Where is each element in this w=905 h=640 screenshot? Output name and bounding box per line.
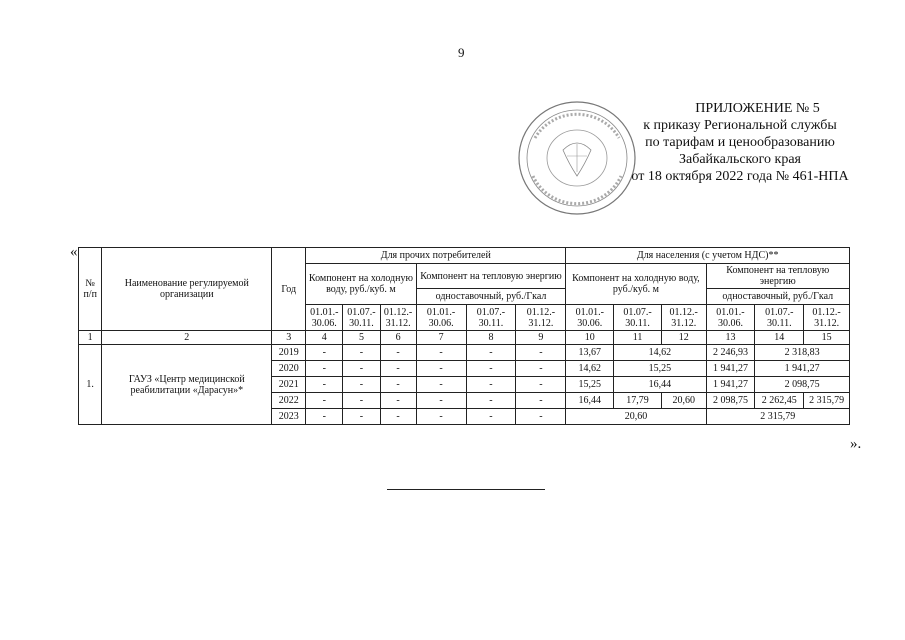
dash-cell: - xyxy=(416,393,466,409)
row-number: 1. xyxy=(79,345,102,425)
dash-cell: - xyxy=(416,361,466,377)
dash-cell: - xyxy=(306,409,343,425)
year-cell: 2019 xyxy=(272,345,306,361)
year-cell: 2022 xyxy=(272,393,306,409)
header-cold-water: Компонент на холодную воду, руб./куб. м xyxy=(306,264,416,305)
thermal-value: 2 315,79 xyxy=(804,393,850,409)
period-cell: 01.07.- 30.11. xyxy=(614,305,662,331)
header-thermal: Компонент на тепловую энергию xyxy=(416,264,566,289)
column-number: 5 xyxy=(343,331,380,345)
dash-cell: - xyxy=(466,345,516,361)
appendix-line: по тарифам и ценообразованию xyxy=(645,135,835,150)
column-number: 3 xyxy=(272,331,306,345)
column-number: 11 xyxy=(614,331,662,345)
column-number: 6 xyxy=(380,331,416,345)
organization-name: ГАУЗ «Центр медицинской реабилитации «Дарасун»* xyxy=(102,345,272,425)
appendix-line: Забайкальского края xyxy=(678,152,801,167)
header-single-rate: одноставочный, руб./Гкал xyxy=(416,289,566,305)
column-number: 7 xyxy=(416,331,466,345)
dash-cell: - xyxy=(416,377,466,393)
dash-cell: - xyxy=(516,393,566,409)
cold-water-value: 14,62 xyxy=(614,345,706,361)
opening-quote: « xyxy=(70,244,78,260)
dash-cell: - xyxy=(306,393,343,409)
thermal-value: 2 098,75 xyxy=(706,393,755,409)
dash-cell: - xyxy=(416,345,466,361)
column-number: 13 xyxy=(706,331,755,345)
dash-cell: - xyxy=(466,361,516,377)
period-cell: 01.12.- 31.12. xyxy=(380,305,416,331)
header-thermal-pop: Компонент на тепловую энергию xyxy=(706,264,849,289)
period-cell: 01.01.- 30.06. xyxy=(306,305,343,331)
dash-cell: - xyxy=(466,409,516,425)
period-cell: 01.01.- 30.06. xyxy=(566,305,614,331)
thermal-value: 2 262,45 xyxy=(755,393,804,409)
dash-cell: - xyxy=(516,361,566,377)
period-cell: 01.01.- 30.06. xyxy=(706,305,755,331)
closing-quote: ». xyxy=(850,436,862,452)
cold-water-value: 20,60 xyxy=(566,409,706,425)
signature-line xyxy=(387,489,545,490)
dash-cell: - xyxy=(343,345,380,361)
header-cold-water-pop: Компонент на холодную воду, руб./куб. м xyxy=(566,264,706,305)
column-number: 9 xyxy=(516,331,566,345)
page-number: 9 xyxy=(458,45,465,60)
header-org: Наименование регулируемой организации xyxy=(102,248,272,331)
period-cell: 01.12.- 31.12. xyxy=(516,305,566,331)
dash-cell: - xyxy=(466,377,516,393)
column-number: 1 xyxy=(79,331,102,345)
header-population: Для населения (с учетом НДС)** xyxy=(566,248,850,264)
dash-cell: - xyxy=(306,361,343,377)
dash-cell: - xyxy=(343,361,380,377)
header-other-consumers: Для прочих потребителей xyxy=(306,248,566,264)
cold-water-value: 14,62 xyxy=(566,361,614,377)
dash-cell: - xyxy=(380,361,416,377)
year-cell: 2020 xyxy=(272,361,306,377)
year-cell: 2021 xyxy=(272,377,306,393)
period-cell: 01.07.- 30.11. xyxy=(466,305,516,331)
dash-cell: - xyxy=(516,409,566,425)
appendix-line: к приказу Региональной службы xyxy=(643,118,837,133)
thermal-value: 1 941,27 xyxy=(706,361,755,377)
period-cell: 01.12.- 31.12. xyxy=(804,305,850,331)
appendix-header xyxy=(610,100,870,185)
column-number: 2 xyxy=(102,331,272,345)
thermal-value: 2 315,79 xyxy=(706,409,849,425)
tariff-table xyxy=(78,247,850,425)
cold-water-value: 20,60 xyxy=(661,393,706,409)
header-num: № п/п xyxy=(79,248,102,331)
period-cell: 01.12.- 31.12. xyxy=(661,305,706,331)
period-cell: 01.07.- 30.11. xyxy=(343,305,380,331)
thermal-value: 2 246,93 xyxy=(706,345,755,361)
column-number: 15 xyxy=(804,331,850,345)
cold-water-value: 15,25 xyxy=(566,377,614,393)
year-cell: 2023 xyxy=(272,409,306,425)
dash-cell: - xyxy=(343,377,380,393)
header-single-rate-pop: одноставочный, руб./Гкал xyxy=(706,289,849,305)
dash-cell: - xyxy=(343,409,380,425)
dash-cell: - xyxy=(306,345,343,361)
period-cell: 01.01.- 30.06. xyxy=(416,305,466,331)
dash-cell: - xyxy=(380,393,416,409)
dash-cell: - xyxy=(516,345,566,361)
column-number: 14 xyxy=(755,331,804,345)
column-number: 8 xyxy=(466,331,516,345)
dash-cell: - xyxy=(466,393,516,409)
dash-cell: - xyxy=(516,377,566,393)
dash-cell: - xyxy=(416,409,466,425)
dash-cell: - xyxy=(380,345,416,361)
cold-water-value: 13,67 xyxy=(566,345,614,361)
cold-water-value: 16,44 xyxy=(566,393,614,409)
cold-water-value: 15,25 xyxy=(614,361,706,377)
dash-cell: - xyxy=(380,409,416,425)
thermal-value: 1 941,27 xyxy=(706,377,755,393)
period-cell: 01.07.- 30.11. xyxy=(755,305,804,331)
appendix-title: ПРИЛОЖЕНИЕ № 5 xyxy=(695,101,820,116)
thermal-value: 1 941,27 xyxy=(755,361,850,377)
dash-cell: - xyxy=(380,377,416,393)
header-year: Год xyxy=(272,248,306,331)
thermal-value: 2 098,75 xyxy=(755,377,850,393)
column-number: 4 xyxy=(306,331,343,345)
table-row xyxy=(79,345,850,361)
thermal-value: 2 318,83 xyxy=(755,345,850,361)
column-number: 12 xyxy=(661,331,706,345)
column-number: 10 xyxy=(566,331,614,345)
dash-cell: - xyxy=(343,393,380,409)
cold-water-value: 17,79 xyxy=(614,393,662,409)
appendix-line: от 18 октября 2022 года № 461-НПА xyxy=(631,169,849,184)
dash-cell: - xyxy=(306,377,343,393)
cold-water-value: 16,44 xyxy=(614,377,706,393)
